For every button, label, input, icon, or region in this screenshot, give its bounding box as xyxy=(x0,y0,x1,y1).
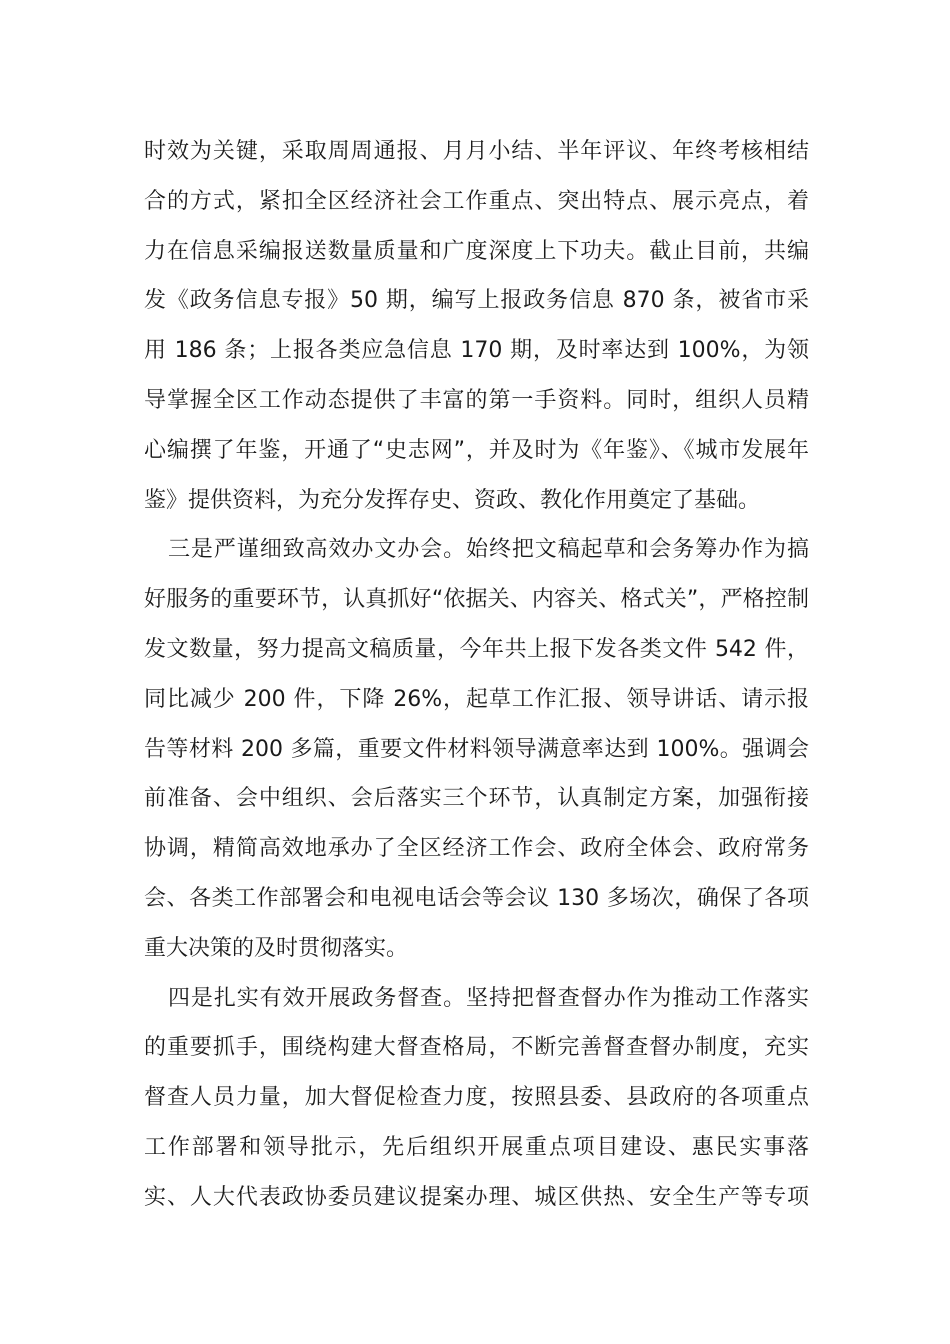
text-line: 协调，精简高效地承办了全区经济工作会、政府全体会、政府常务 xyxy=(144,836,809,862)
text-line: 用 186 条；上报各类应急信息 170 期，及时率达到 100%，为领 xyxy=(144,338,809,364)
text-line: 鉴》提供资料，为充分发挥存史、资政、教化作用奠定了基础。 xyxy=(144,487,761,513)
text-line: 四是扎实有效开展政务督查。坚持把督查督办作为推动工作落实 xyxy=(168,985,809,1011)
text-line: 发文数量，努力提高文稿质量，今年共上报下发各类文件 542 件， xyxy=(144,636,809,662)
text-line: 告等材料 200 多篇，重要文件材料领导满意率达到 100%。强调会 xyxy=(144,736,809,762)
text-line: 三是严谨细致高效办文办会。始终把文稿起草和会务筹办作为搞 xyxy=(168,537,809,563)
text-line: 心编撰了年鉴，开通了“史志网”，并及时为《年鉴》、《城市发展年 xyxy=(144,437,809,463)
text-line: 时效为关键，采取周周通报、月月小结、半年评议、年终考核相结 xyxy=(144,139,809,164)
text-line: 会、各类工作部署会和电视电话会等会议 130 多场次，确保了各项 xyxy=(144,885,809,911)
text-line: 好服务的重要环节，认真抓好“依据关、内容关、格式关”，严格控制 xyxy=(144,587,809,613)
text-line: 同比减少 200 件，下降 26%，起草工作汇报、领导讲话、请示报 xyxy=(144,686,809,712)
text-line: 督查人员力量，加大督促检查力度，按照县委、县政府的各项重点 xyxy=(144,1085,809,1111)
text-line: 实、人大代表政协委员建议提案办理、城区供热、安全生产等专项 xyxy=(144,1184,809,1210)
text-line: 重大决策的及时贯彻落实。 xyxy=(144,935,409,961)
text-line: 前准备、会中组织、会后落实三个环节，认真制定方案，加强衔接 xyxy=(144,786,809,812)
document-body xyxy=(144,127,809,1223)
paragraph-three xyxy=(144,525,809,973)
text-line: 合的方式，紧扣全区经济社会工作重点、突出特点、展示亮点，着 xyxy=(144,188,809,214)
paragraph-continued xyxy=(144,127,809,525)
text-line: 导掌握全区工作动态提供了丰富的第一手资料。同时，组织人员精 xyxy=(144,387,809,413)
text-line: 发《政务信息专报》50 期，编写上报政务信息 870 条，被省市采 xyxy=(144,288,809,314)
paragraph-four xyxy=(144,974,809,1223)
text-line: 的重要抓手，围绕构建大督查格局，不断完善督查督办制度，充实 xyxy=(144,1035,809,1061)
text-line: 力在信息采编报送数量质量和广度深度上下功夫。截止目前，共编 xyxy=(144,238,809,264)
text-line: 工作部署和领导批示，先后组织开展重点项目建设、惠民实事落 xyxy=(144,1134,809,1160)
